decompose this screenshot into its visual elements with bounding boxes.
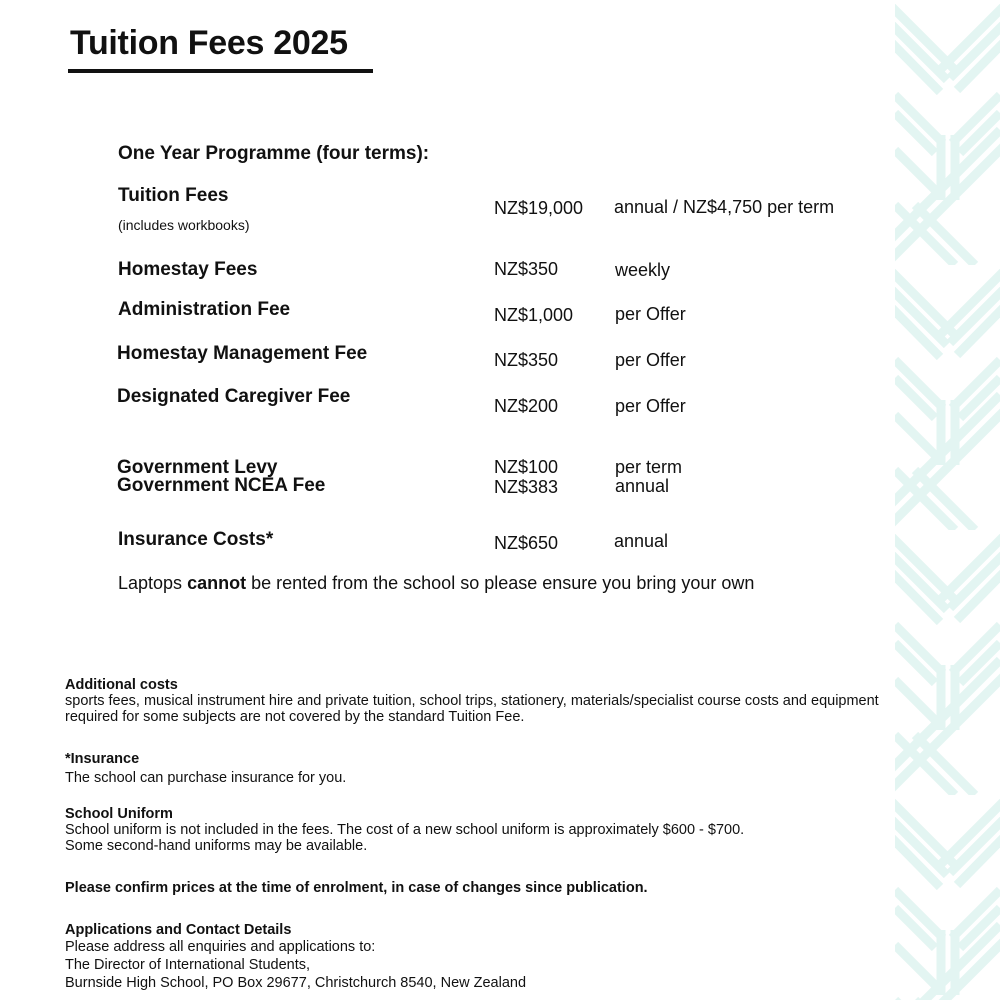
fee-period-homestay-management: per Offer	[615, 350, 686, 370]
fee-period-homestay: weekly	[615, 260, 671, 280]
additional-costs-heading: Additional costs	[65, 677, 178, 693]
fee-label-tuition: Tuition Fees	[118, 185, 229, 206]
uniform-body-line2: Some second-hand uniforms may be available.	[65, 838, 368, 854]
title-underline	[68, 69, 373, 73]
fee-amount-ncea: NZ$383	[494, 477, 559, 497]
fee-amount-government-levy: NZ$100	[494, 457, 559, 477]
fee-amount-caregiver: NZ$200	[494, 396, 559, 416]
contact-line1: Please address all enquiries and applications to:	[65, 939, 376, 955]
fee-label-government-levy: Government Levy	[117, 457, 278, 478]
fee-period-government-levy: per term	[615, 457, 683, 477]
fee-period-tuition: annual / NZ$4,750 per term	[614, 197, 835, 217]
fee-label-ncea: Government NCEA Fee	[117, 475, 326, 496]
programme-heading: One Year Programme (four terms):	[118, 143, 430, 164]
fee-label-insurance: Insurance Costs*	[118, 529, 274, 550]
laptop-note-emphasis: cannot	[187, 573, 247, 593]
fee-label-caregiver: Designated Caregiver Fee	[117, 386, 351, 407]
laptop-note: Laptops cannot be rented from the school so please ensure you bring your own	[118, 573, 755, 593]
insurance-body: The school can purchase insurance for you.	[65, 770, 347, 786]
insurance-heading: *Insurance	[65, 751, 140, 767]
fee-amount-homestay-management: NZ$350	[494, 350, 559, 370]
fee-amount-tuition: NZ$19,000	[494, 198, 584, 218]
fee-label-administration: Administration Fee	[118, 299, 291, 320]
notes-section	[65, 677, 885, 992]
fee-amount-administration: NZ$1,000	[494, 305, 574, 325]
fee-amount-insurance: NZ$650	[494, 533, 559, 553]
fee-note-tuition: (includes workbooks)	[118, 217, 250, 233]
fee-amount-homestay: NZ$350	[494, 259, 559, 279]
contact-line2: The Director of International Students,	[65, 957, 311, 973]
fee-period-insurance: annual	[614, 531, 669, 551]
confirm-prices-note: Please confirm prices at the time of enrolment, in case of changes since publication.	[65, 880, 648, 896]
fee-period-administration: per Offer	[615, 304, 686, 324]
fee-period-caregiver: per Offer	[615, 396, 686, 416]
page-title: Tuition Fees 2025	[70, 24, 348, 62]
additional-costs-body: sports fees, musical instrument hire and private tuition, school trips, stationery, materials/specialist course costs and equipment required for some subjects are not covered by the standard Tuition Fee.	[65, 693, 879, 725]
uniform-body-line1: School uniform is not included in the fees. The cost of a new school uniform is approximately $600 - $700.	[65, 822, 745, 838]
fee-period-ncea: annual	[615, 476, 670, 496]
fee-label-homestay-management: Homestay Management Fee	[117, 343, 368, 364]
contact-heading: Applications and Contact Details	[65, 922, 292, 938]
fee-label-homestay: Homestay Fees	[118, 259, 258, 280]
decorative-weave-pattern	[895, 0, 1000, 1000]
contact-line3: Burnside High School, PO Box 29677, Christchurch 8540, New Zealand	[65, 975, 527, 991]
uniform-heading: School Uniform	[65, 806, 173, 822]
